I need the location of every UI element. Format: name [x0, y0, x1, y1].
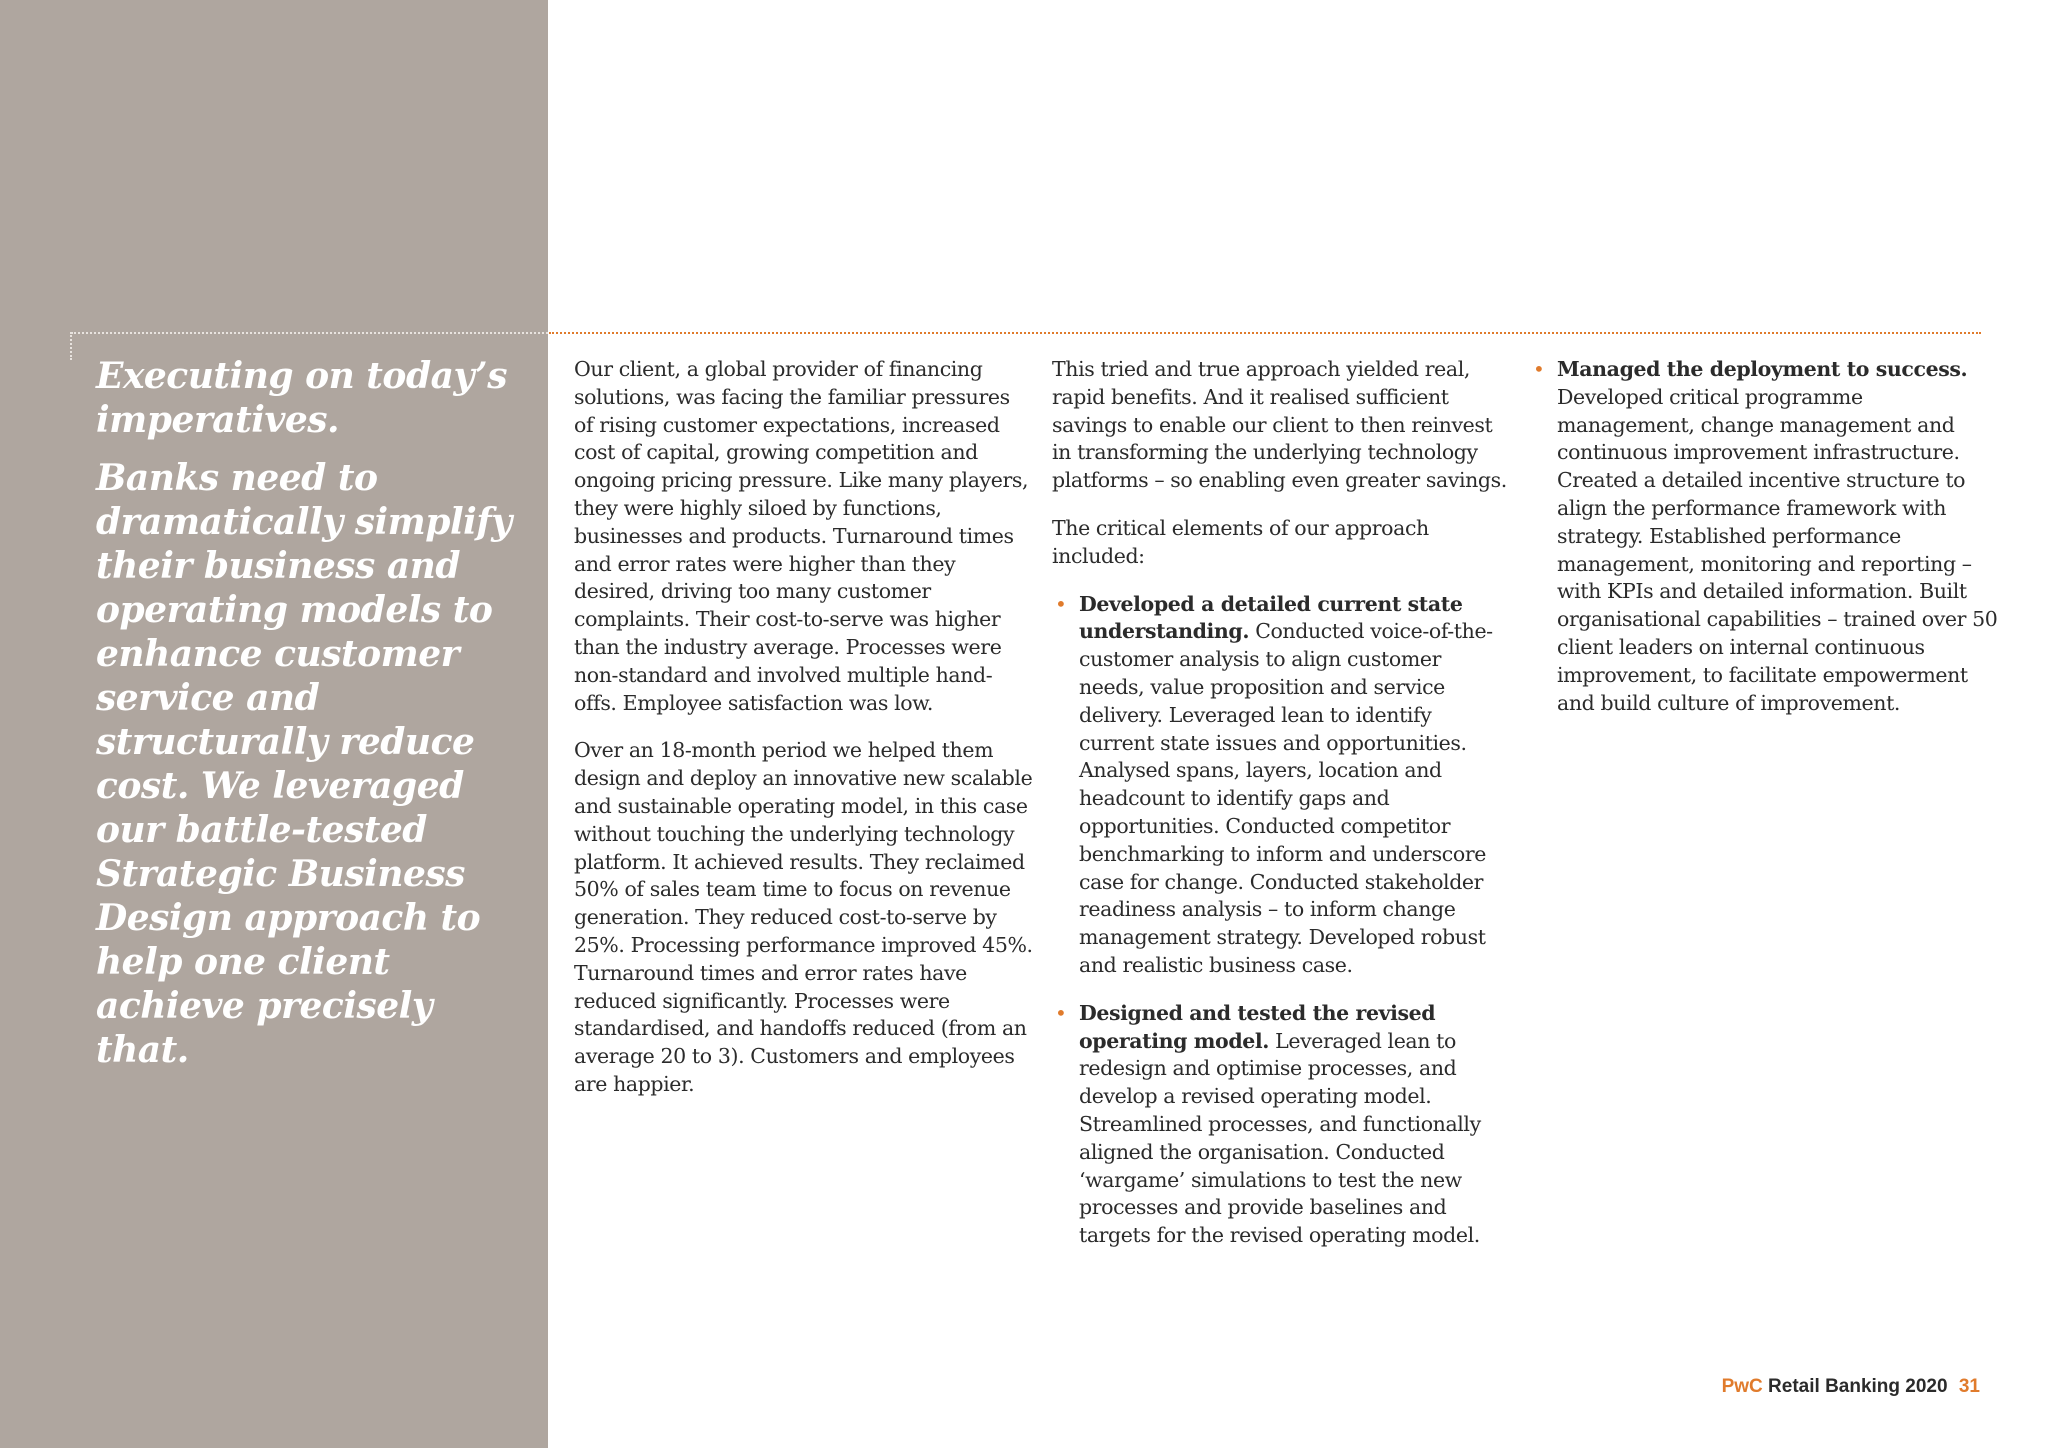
paragraph: This tried and true approach yielded real, rapid benefits. And it realised sufficient savings to enable our client to then reinvest in transforming the underlying technology platforms – so enabling even greater savings. — [1052, 357, 1507, 493]
footer-brand: PwC — [1721, 1376, 1763, 1397]
pull-quote-heading: Executing on today’s imperatives. — [96, 355, 507, 441]
list-item — [1052, 1000, 1512, 1250]
footer-title: Retail Banking 2020 — [1768, 1376, 1948, 1397]
list-item — [1530, 356, 2000, 717]
list-item — [1052, 591, 1512, 980]
pull-quote-body: Banks need to dramatically simplify their business and operating models to enhance customer service and structurally reduce cost. We leveraged our battle-tested Strategic Business Design approach to help one client achieve precisely that. — [96, 457, 512, 1071]
text-column-2 — [1052, 356, 1512, 1270]
deployment-list — [1530, 356, 2000, 717]
list-item-text: Leveraged lean to redesign and optimise processes, and develop a revised operating model. Streamlined processes, and functionally aligned the organisation. Conducted ‘wargame’ simulations to test the new processes and provide baselines and targets for the revised operating model. — [1079, 1028, 1481, 1248]
list-item-heading: Designed and tested the revised operating model. — [1079, 1000, 1436, 1053]
bullet-dot-icon: • — [1055, 1000, 1067, 1025]
dotted-rule-left — [71, 332, 548, 334]
dotted-rule-orange — [549, 332, 1981, 334]
page-footer — [1722, 1376, 1980, 1398]
pull-quote — [96, 354, 536, 1086]
approach-list — [1052, 591, 1512, 1250]
list-item-text: Developed critical programme management, change management and continuous improvement infrastructure. Created a detailed incentive structure to align the performance framework with strategy. Established performance management, monitoring and reporting – with KPIs and detailed information. Built organisational capabilities – trained over 50 client leaders on internal continuous improvement, to facilitate empowerment and build culture of improvement. — [1557, 384, 1998, 715]
page-number: 31 — [1958, 1376, 1980, 1397]
paragraph: The critical elements of our approach included: — [1052, 515, 1429, 568]
text-column-3 — [1530, 356, 2000, 737]
list-item-text: Conducted voice-of-the-customer analysis to align customer needs, value proposition and service delivery. Leveraged lean to identify current state issues and opportunities. Analysed spans, layers, location and headcount to identify gaps and opportunities. Conducted competitor benchmarking to inform and underscore case for change. Conducted stakeholder readiness analysis – to inform change management strategy. Developed robust and realistic business case. — [1079, 619, 1493, 977]
list-item-heading: Developed a detailed current state understanding. — [1079, 591, 1463, 644]
text-column-1 — [574, 356, 1034, 1119]
dotted-rule-corner — [70, 332, 72, 360]
bullet-dot-icon: • — [1055, 591, 1067, 616]
paragraph: Over an 18-month period we helped them design and deploy an innovative new scalable and sustainable operating model, in this case without touching the underlying technology platform. It achieved results. They reclaimed 50% of sales team time to focus on revenue generation. They reduced cost-to-serve by 25%. Processing performance improved 45%. Turnaround times and error rates have reduced significantly. Processes were standardised, and handoffs reduced (from an average 20 to 3). Customers and employees are happier. — [574, 738, 1033, 1096]
paragraph: Our client, a global provider of financing solutions, was facing the familiar pressures of rising customer expectations, increased cost of capital, growing competition and ongoing pricing pressure. Like many players, they were highly siloed by functions, businesses and products. Turnaround times and error rates were higher than they desired, driving too many customer complaints. Their cost-to-serve was higher than the industry average. Processes were non-standard and involved multiple hand-offs. Employee satisfaction was low. — [574, 357, 1029, 715]
list-item-heading: Managed the deployment to success. — [1557, 357, 1968, 381]
bullet-dot-icon: • — [1533, 357, 1545, 381]
